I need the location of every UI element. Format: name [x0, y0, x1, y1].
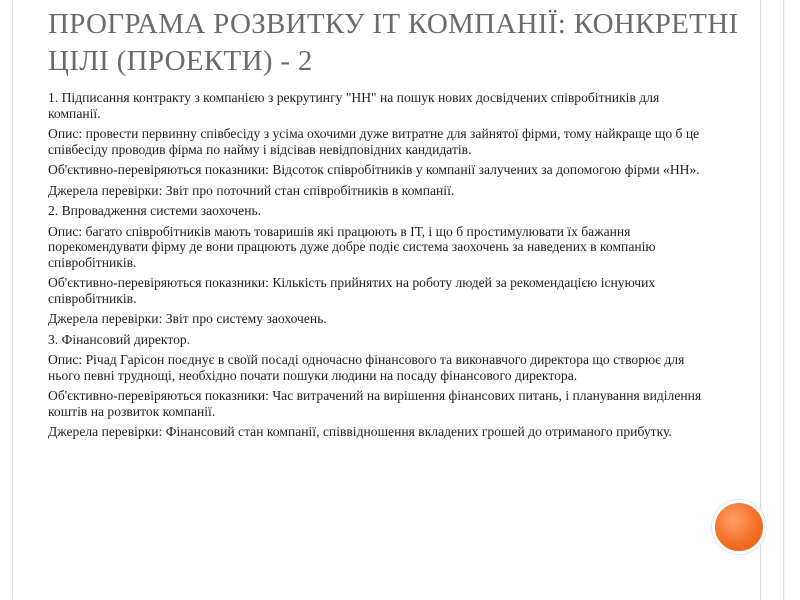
paragraph-indicators-3: Об'єктивно-перевіряються показники: Час витрачений на вирішення фінансових питань, і планування виділення коштів на розвиток компанії.: [48, 388, 702, 419]
paragraph-indicators-2: Об'єктивно-перевіряються показники: Кількість прийнятих на роботу людей за рекомендацією існуючих співробітників.: [48, 275, 656, 306]
paragraph-indicators-1: Об'єктивно-перевіряються показники: Відсоток співробітників у компанії залучених за допомогою фірми «НН».: [48, 162, 700, 177]
paragraph-description-3: Опис: Річад Гарісон поєднує в своїй посаді одночасно фінансового та виконавчого директора що створює для нього певні труднощі, необхідно почати пошуки людини на посаду фінансового директора.: [48, 352, 685, 383]
paragraph-sources-1: Джерела перевірки: Звіт про поточний стан співробітників в компанії.: [48, 182, 455, 198]
paragraph-description-1: Опис: провести первинну співбесіду з усіма охочими дуже витратне для зайнятої фірми, тому найкраще що б це співбесіду проводив фірма по найму і відсівав невідповідних кандидатів.: [48, 126, 700, 157]
paragraph-project-2: 2. Впровадження системи заохочень.: [48, 203, 262, 218]
slide-body: [48, 90, 708, 445]
paragraph-sources-3: Джерела перевірки: Фінансовий стан компанії, співвідношення вкладених грошей до отриманого прибутку.: [48, 424, 672, 439]
slide-title: ПРОГРАМА РОЗВИТКУ ІТ КОМПАНІЇ: КОНКРЕТНІ ЦІЛІ (ПРОЕКТИ) - 2: [48, 8, 739, 77]
paragraph-project-3: 3. Фінансовий директор.: [48, 331, 191, 347]
paragraph-project-1: 1. Підписання контракту з компанією з рекрутингу "НН" на пошук нових досвідчених співробітників для компанії.: [48, 90, 660, 121]
paragraph-description-2: Опис: багато співробітників мають товаришів які працюють в ІТ, і що б простимулювати їх бажання порекомендувати фірму де вони працюють дуже добре подіє система заохочень за наведених в компанію співробітників.: [48, 223, 656, 270]
decorative-orange-circle: [712, 500, 766, 554]
paragraph-sources-2: Джерела перевірки: Звіт про систему заохочень.: [48, 311, 327, 326]
